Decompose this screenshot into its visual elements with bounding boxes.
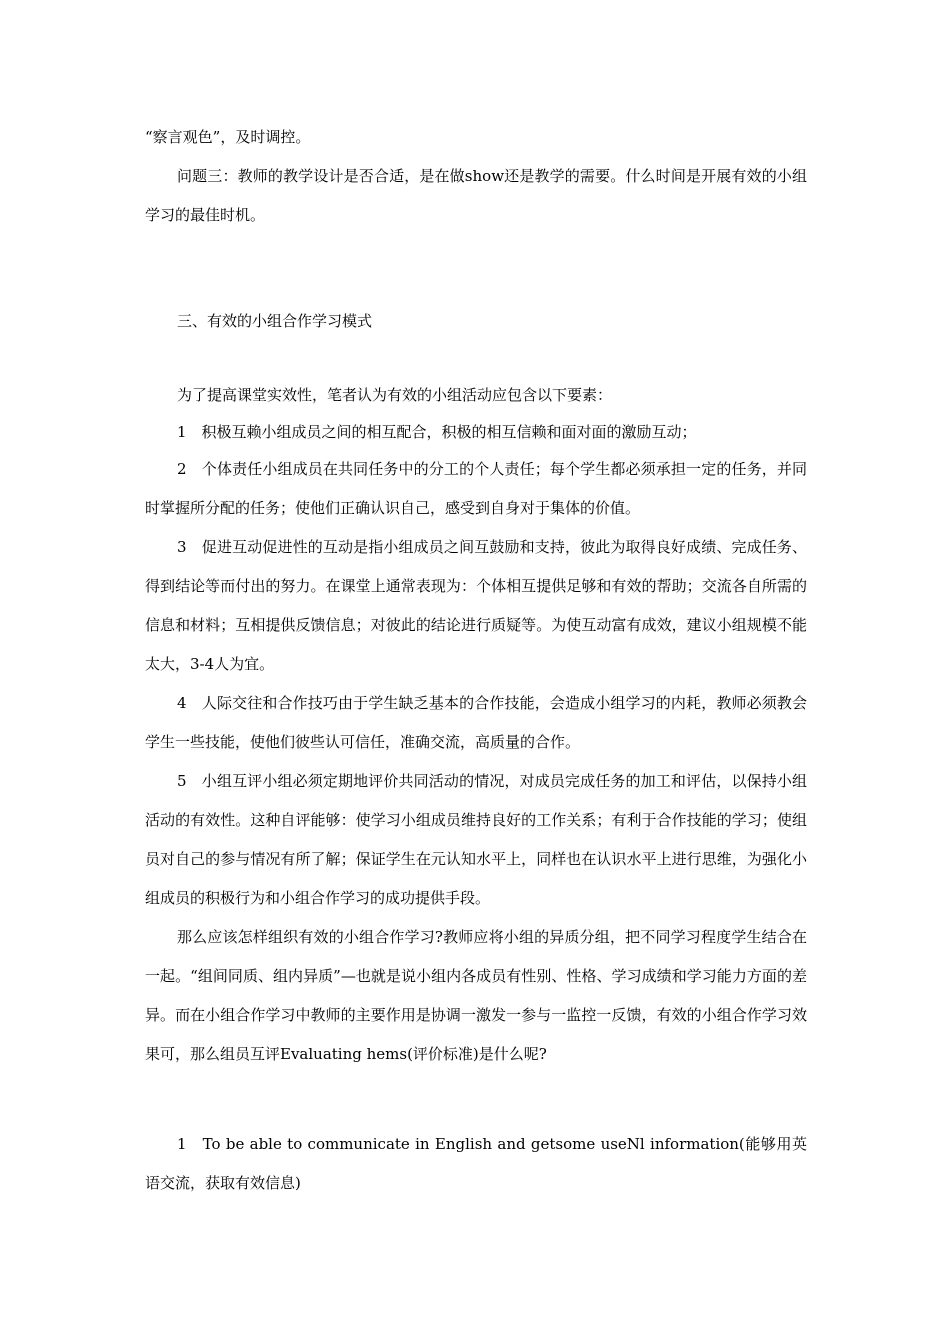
paragraph-item-5: 5 小组互评小组必须定期地评价共同活动的情况，对成员完成任务的加工和评估，以保持小组活动的有效性。这种自评能够：使学习小组成员维持良好的工作关系；有利于合作技能的学习；使组员对自己的参与情况有所了解；保证学生在元认知水平上，同样也在认识水平上进行思维，为强化小组成员的积极行为和小组合作学习的成功提供手段。: [145, 772, 807, 907]
paragraph-continuation: “察言观色”，及时调控。: [145, 128, 311, 146]
paragraph-item-3: 3 促进互动促进性的互动是指小组成员之间互鼓励和支持，彼此为取得良好成绩、完成任务、得到结论等而付出的努力。在课堂上通常表现为：个体相互提供足够和有效的帮助；交流各自所需的信息和材料；互相提供反馈信息；对彼此的结论进行质疑等。为使互动富有成效，建议小组规模不能太大，3-4人为宜。: [145, 538, 807, 673]
paragraph-item-1: 1 积极互赖小组成员之间的相互配合，积极的相互信赖和面对面的激励互动；: [177, 423, 697, 441]
paragraph-question-three: 问题三：教师的教学设计是否合适，是在做show还是教学的需要。什么时间是开展有效的小组学习的最佳时机。: [145, 167, 807, 224]
paragraph-item-4: 4 人际交往和合作技巧由于学生缺乏基本的合作技能，会造成小组学习的内耗，教师必须教会学生一些技能，使他们彼些认可信任，准确交流，高质量的合作。: [145, 694, 807, 751]
paragraph-organize-groups: 那么应该怎样组织有效的小组合作学习?教师应将小组的异质分组，把不同学习程度学生结合在一起。“组间同质、组内异质”—也就是说小组内各成员有性别、性格、学习成绩和学习能力方面的差异。而在小组合作学习中教师的主要作用是协调一激发一参与一监控一反馈，有效的小组合作学习效果可，那么组员互评Evaluating hems(评价标准)是什么呢?: [145, 928, 807, 1063]
paragraph-item-2: 2 个体责任小组成员在共同任务中的分工的个人责任；每个学生都必须承担一定的任务，并同时掌握所分配的任务；使他们正确认识自己，感受到自身对于集体的价值。: [145, 460, 807, 517]
section-heading-three: 三、有效的小组合作学习模式: [177, 312, 373, 330]
paragraph-intro-elements: 为了提高课堂实效性，笔者认为有效的小组活动应包含以下要素：: [177, 386, 613, 404]
paragraph-criteria-1: 1 To be able to communicate in English and getsome useNl information(能够用英语交流，获取有效信息): [145, 1135, 807, 1192]
